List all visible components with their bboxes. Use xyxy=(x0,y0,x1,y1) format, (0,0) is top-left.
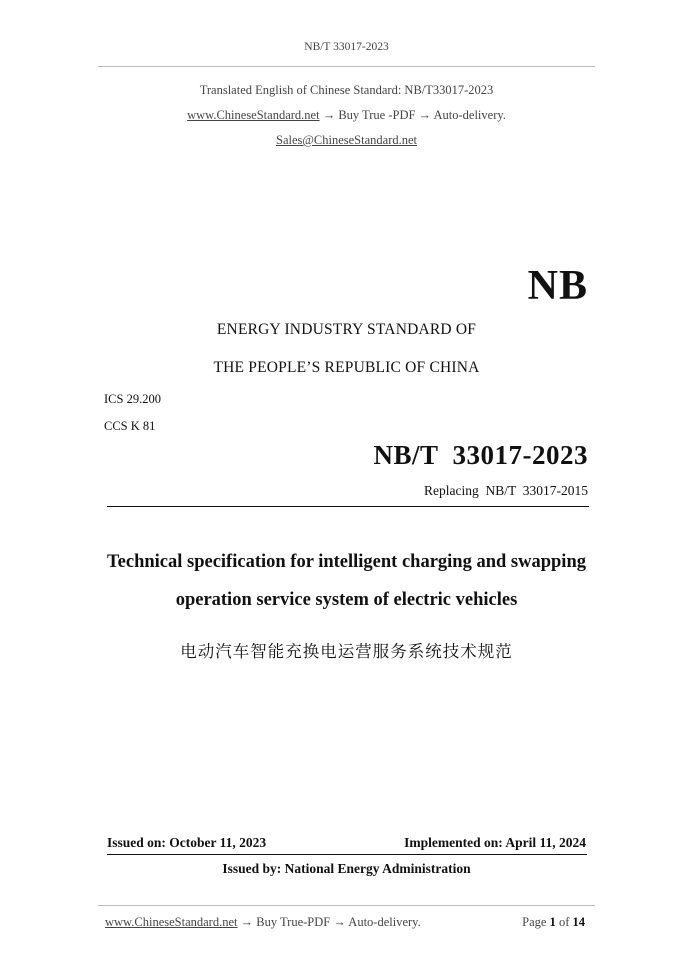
page-number: 1 xyxy=(549,915,556,929)
page-indicator xyxy=(522,915,585,930)
footer-divider xyxy=(98,905,595,906)
title-divider xyxy=(107,506,589,507)
header-standard-code: NB/T 33017-2023 xyxy=(304,41,389,53)
promo-buy-line xyxy=(0,108,693,123)
header-divider xyxy=(98,66,595,67)
dates-divider xyxy=(107,854,587,855)
ccs-code: CCS K 81 xyxy=(104,419,156,433)
promo-site-link[interactable]: www.ChineseStandard.net xyxy=(187,108,320,122)
footer-buy-line xyxy=(105,915,421,930)
footer-site-link[interactable]: www.ChineseStandard.net xyxy=(105,915,238,929)
page-total: 14 xyxy=(572,915,585,929)
nb-logo-text: NB xyxy=(527,263,588,309)
ics-code: ICS 29.200 xyxy=(104,392,161,406)
page-label: Page xyxy=(522,915,547,929)
replacing-note: Replacing NB/T 33017-2015 xyxy=(424,483,588,498)
title-line-1: Technical specification for intelligent charging and swapping xyxy=(107,552,586,572)
standard-number: NB/T 33017-2023 xyxy=(373,440,588,470)
title-line-2: operation service system of electric vehicles xyxy=(175,590,518,610)
promo-buy-text: → Buy True -PDF → Auto-delivery. xyxy=(319,108,506,122)
promo-email-line xyxy=(0,133,693,148)
issued-on-date: Issued on: October 11, 2023 xyxy=(107,835,267,850)
issued-by: Issued by: National Energy Administration xyxy=(222,861,471,876)
org-line-2: THE PEOPLE’S REPUBLIC OF CHINA xyxy=(213,359,480,376)
promo-translation-note: Translated English of Chinese Standard: NB/T33017-2023 xyxy=(199,83,494,97)
page-of-label: of xyxy=(558,915,570,929)
title-chinese: 电动汽车智能充换电运营服务系统技术规范 xyxy=(180,642,513,661)
promo-email-link[interactable]: Sales@ChineseStandard.net xyxy=(276,133,417,147)
implemented-on-date: Implemented on: April 11, 2024 xyxy=(404,835,586,850)
footer-buy-text: → Buy True-PDF → Auto-delivery. xyxy=(237,915,421,929)
org-line-1: ENERGY INDUSTRY STANDARD OF xyxy=(216,321,477,338)
